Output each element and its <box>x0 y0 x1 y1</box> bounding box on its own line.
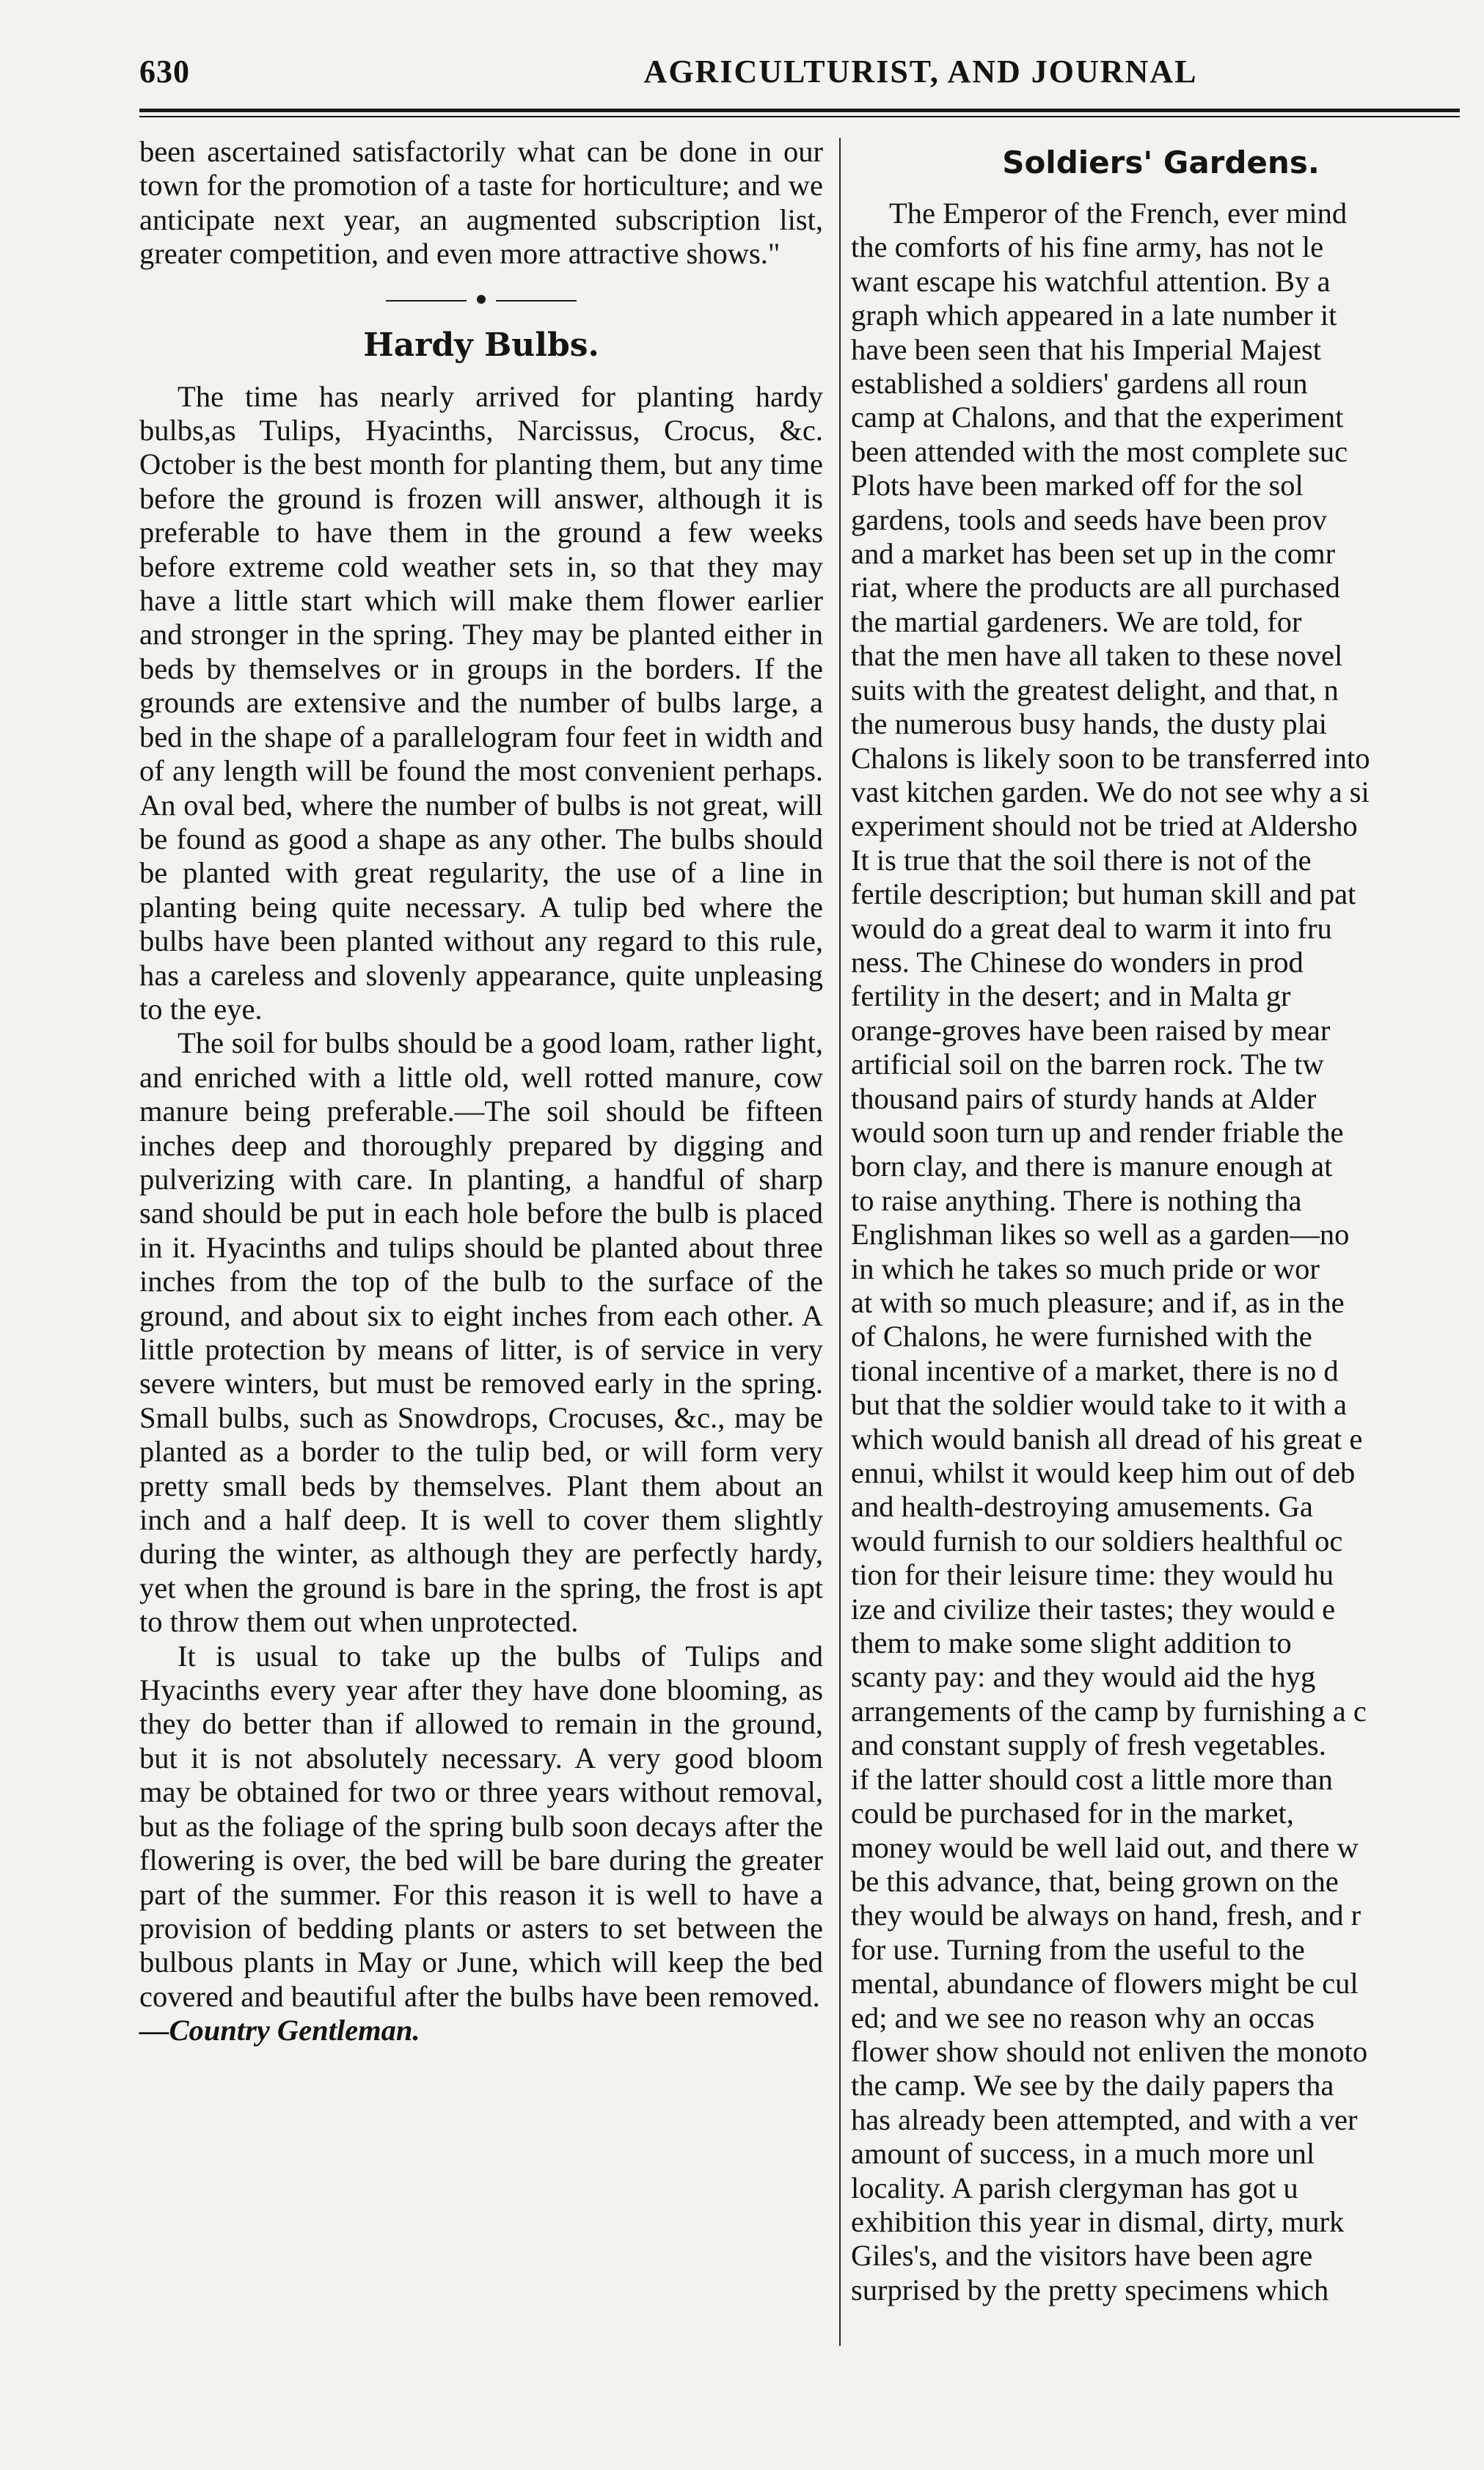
article-title-hardy-bulbs: Hardy Bulbs. <box>363 326 599 364</box>
text-line: exhibition this year in dismal, dirty, murk <box>851 2204 1345 2238</box>
column-divider <box>839 138 841 2346</box>
text-line: want escape his watchful attention. By a <box>851 264 1331 298</box>
text-line: fertile description; but human skill and pat <box>851 877 1356 911</box>
text-line: but that the soldier would take to it with a <box>851 1388 1348 1422</box>
article-paragraph: The soil for bulbs should be a good loam, rather light, and enriched with a little old, well rotted manure, cow manure being preferable.—The soil should be fifteen inches deep and thoroughly prepared by digging and pulverizing with care. In planting, a handful of sharp sand should be put in each hole before the bulb is placed in it. Hyacinths and tulips should be planted about three inches from the top of the bulb to the surface of the ground, and about six to eight inches from each other. A little protection by means of litter, is of service in very severe winters, but must be removed early in the spring. Small bulbs, such as Snowdrops, Crocuses, &c., may be planted as a border to the tulip bed, or will form very pretty small beds by themselves. Plant them about an inch and a half deep. It is well to cover them slightly during the winter, as although they are perfectly hardy, yet when the ground is bare in the spring, the frost is apt to throw them out when unprotected. <box>139 1026 823 1639</box>
text-line: ness. The Chinese do wonders in prod <box>851 945 1304 979</box>
text-line: would do a great deal to warm it into fru <box>851 911 1332 945</box>
article-text-lines <box>851 197 1471 2307</box>
page-number: 630 <box>139 54 190 89</box>
text-line: suits with the greatest delight, and that, n <box>851 673 1339 706</box>
text-line: would furnish to our soldiers healthful oc <box>851 1524 1343 1557</box>
text-line: ennui, whilst it would keep him out of deb <box>851 1456 1356 1490</box>
text-line: the comforts of his fine army, has not le <box>851 230 1324 264</box>
text-line: ed; and we see no reason why an occas <box>851 2001 1315 2034</box>
text-line: tional incentive of a market, there is no d <box>851 1353 1339 1387</box>
intro-line: and even more attractive shows." <box>386 237 781 271</box>
text-line: locality. A parish clergyman has got u <box>851 2171 1298 2204</box>
text-line: flower show should not enliven the monoto <box>851 2034 1368 2068</box>
article-paragraph: The time has nearly arrived for planting hardy bulbs,as Tulips, Hyacinths, Narcissus, Crocus, &c. October is the best month for planting them, but any time before the ground is frozen will answer, although it is preferable to have them in the ground a few weeks before extreme cold weather sets in, so that they may have a little start which will make them flower earlier and stronger in the spring. They may be planted either in beds by themselves or in groups in the borders. If the grounds are extensive and the number of bulbs large, a bed in the shape of a parallelogram four feet in width and of any length will be found the most convenient perhaps. An oval bed, where the number of bulbs is not great, will be found as good a shape as any other. The bulbs should be planted with great regularity, the use of a line in planting being quite necessary. A tulip bed where the bulbs have been planted without any regard to this rule, has a careless and slovenly appearance, quite unpleasing to the eye. <box>139 379 823 1026</box>
intro-paragraph <box>139 135 823 271</box>
text-line: camp at Chalons, and that the experiment <box>851 401 1344 434</box>
header-rule-thin <box>139 116 1460 117</box>
text-line: the camp. We see by the daily papers tha <box>851 2069 1334 2102</box>
text-line: gardens, tools and seeds have been prov <box>851 503 1327 536</box>
text-line: has already been attempted, and with a ver <box>851 2102 1358 2136</box>
text-line: ize and civilize their tastes; they would e <box>851 1592 1336 1626</box>
text-line: born clay, and there is manure enough at <box>851 1150 1333 1183</box>
text-line: amount of success, in a much more unl <box>851 2137 1315 2171</box>
article-signature: —Country Gentleman. <box>139 2014 420 2047</box>
text-line: orange-groves have been raised by mear <box>851 1013 1331 1047</box>
left-column <box>139 135 823 2048</box>
text-line: the martial gardeners. We are told, for <box>851 604 1302 638</box>
text-line: artificial soil on the barren rock. The tw <box>851 1048 1324 1081</box>
text-line: which would banish all dread of his great e <box>851 1422 1363 1455</box>
intro-line: in our town for the promotion of a taste for <box>139 135 823 202</box>
text-line: be this advance, that, being grown on the <box>851 1864 1339 1898</box>
text-line: and health-destroying amusements. Ga <box>851 1490 1313 1524</box>
text-line: at with so much pleasure; and if, as in the <box>851 1286 1345 1319</box>
text-line: in which he takes so much pride or wor <box>851 1252 1320 1285</box>
text-line: and a market has been set up in the comr <box>851 537 1336 571</box>
text-line: The Emperor of the French, ever mind <box>889 197 1348 230</box>
text-line: Plots have been marked off for the sol <box>851 469 1304 503</box>
text-line: established a soldiers' gardens all roun <box>851 367 1308 401</box>
text-line: have been seen that his Imperial Majest <box>851 332 1322 366</box>
text-line: been attended with the most complete suc <box>851 434 1348 468</box>
text-line: fertility in the desert; and in Malta gr <box>851 979 1291 1013</box>
ornament-line <box>386 300 467 302</box>
text-line: thousand pairs of sturdy hands at Alder <box>851 1081 1317 1115</box>
text-line: graph which appeared in a late number it <box>851 299 1337 332</box>
text-line: for use. Turning from the useful to the <box>851 1932 1305 1966</box>
text-line: tion for their leisure time: they would hu <box>851 1558 1334 1592</box>
text-line: the numerous busy hands, the dusty plai <box>851 707 1328 741</box>
text-line: mental, abundance of flowers might be cul <box>851 1967 1359 2001</box>
intro-line: augmented subscription list, greater competition, <box>139 202 824 271</box>
text-line: of Chalons, he were furnished with the <box>851 1320 1312 1353</box>
ornament-line <box>496 300 577 302</box>
text-line: It is true that the soil there is not of the <box>851 843 1312 877</box>
text-line: Giles's, and the visitors have been agre <box>851 2239 1313 2273</box>
text-line: they would be always on hand, fresh, and r <box>851 1899 1361 1932</box>
page-header <box>139 53 1438 104</box>
text-line: surprised by the pretty specimens which <box>851 2273 1329 2306</box>
text-line: could be purchased for in the market, <box>851 1797 1294 1830</box>
intro-line: been ascertained satisfactorily what can be done <box>139 135 737 168</box>
text-line: money would be well laid out, and there w <box>851 1830 1359 1864</box>
text-line: experiment should not be tried at Aldersho <box>851 809 1358 843</box>
article-paragraph: It is usual to take up the bulbs of Tulips and Hyacinths every year after they have done blooming, as they do better than if allowed to remain in the ground, but it is not absolutely necessary. A very good bloom may be obtained for two or three years without removal, but as the foliage of the spring bulb soon decays after the flowering is over, the bed will be bare during the greater part of the summer. For this reason it is well to have a provision of bedding plants or asters to set between the bulbous plants in May or June, which will keep the bed covered and beautiful after the bulbs have been removed. <box>139 1639 823 2013</box>
text-line: arrangements of the camp by furnishing a c <box>851 1694 1367 1728</box>
text-line: scanty pay: and they would aid the hyg <box>851 1660 1316 1694</box>
text-line: to raise anything. There is nothing tha <box>851 1183 1302 1217</box>
running-title: AGRICULTURIST, AND JOURNAL <box>643 54 1198 89</box>
section-divider-ornament <box>386 286 577 315</box>
text-line: that the men have all taken to these novel <box>851 639 1343 673</box>
text-line: them to make some slight addition to <box>851 1626 1292 1660</box>
text-line: if the latter should cost a little more than <box>851 1762 1333 1796</box>
intro-line: horticulture; and we anticipate next year, an <box>139 169 823 236</box>
text-line: Chalons is likely soon to be transferred into <box>851 741 1370 775</box>
text-line: Englishman likes so well as a garden—no <box>851 1218 1350 1252</box>
text-line: vast kitchen garden. We do not see why a si <box>851 775 1370 808</box>
text-line: would soon turn up and render friable the <box>851 1115 1344 1149</box>
ornament-dot-icon <box>477 295 486 304</box>
article-title-soldiers-gardens: Soldiers' Gardens. <box>1002 145 1320 180</box>
header-rule-thick <box>139 109 1460 112</box>
right-column <box>851 135 1471 2307</box>
text-line: and constant supply of fresh vegetables. <box>851 1728 1326 1762</box>
text-line: riat, where the products are all purchased <box>851 571 1340 604</box>
